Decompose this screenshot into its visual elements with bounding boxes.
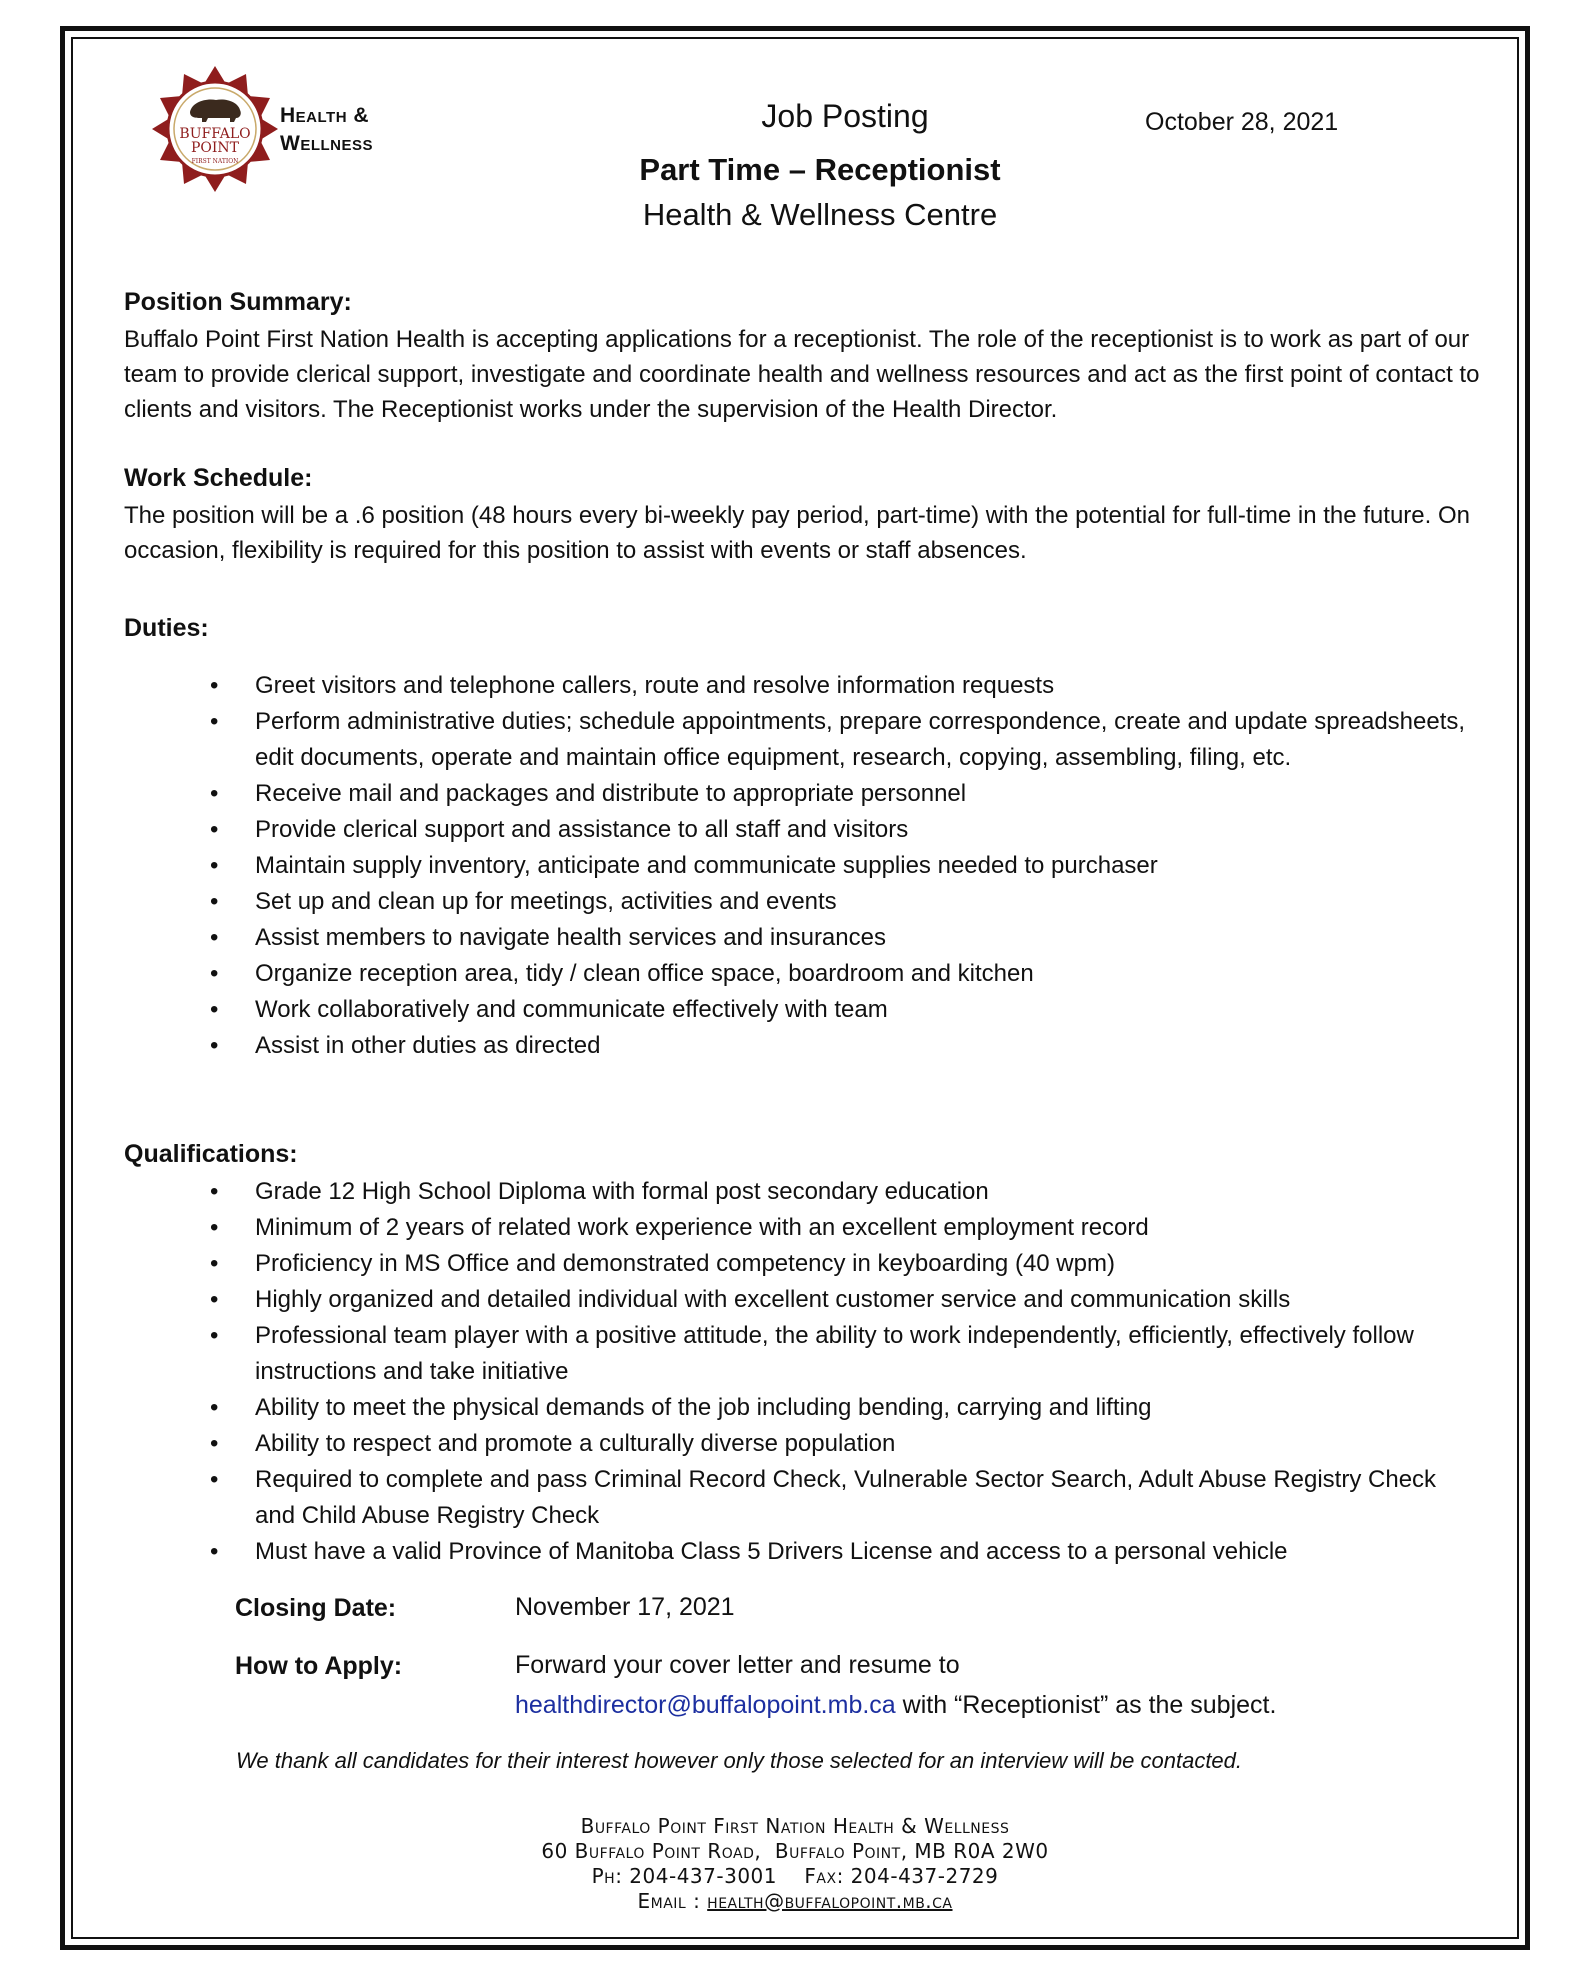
footer-email-line (300, 1889, 1290, 1914)
list-item: • Professional team player with a positive attitude, the ability to work independently, efficiently, effectively follow instructions and take initiative (210, 1318, 1480, 1390)
document-title: Job Posting (761, 98, 929, 134)
logo-emblem-bottom: FIRST NATION (191, 158, 239, 165)
footer-address: 60 Buffalo Point Road, Buffalo Point, MB R0A 2W0 (541, 1839, 1049, 1863)
list-item: • Must have a valid Province of Manitoba Class 5 Drivers License and access to a personal vehicle (210, 1534, 1480, 1570)
list-item: • Proficiency in MS Office and demonstrated competency in keyboarding (40 wpm) (210, 1246, 1480, 1282)
footer-phone: Ph: 204-437-3001 Fax: 204-437-2729 (591, 1864, 999, 1888)
list-item: • Set up and clean up for meetings, activities and events (210, 884, 1480, 920)
how-to-apply-label: How to Apply: (235, 1652, 403, 1680)
list-item: • Highly organized and detailed individual with excellent customer service and communication skills (210, 1282, 1480, 1318)
thank-you-note: We thank all candidates for their interest however only those selected for an interview will be contacted. (236, 1748, 1243, 1773)
health-director-email-link[interactable]: healthdirector@buffalopoint.mb.ca (515, 1691, 896, 1719)
duties-heading: Duties: (124, 614, 209, 642)
list-item: • Receive mail and packages and distribute to appropriate personnel (210, 776, 1480, 812)
list-item: • Provide clerical support and assistance to all staff and visitors (210, 812, 1480, 848)
buffalo-point-logo (150, 64, 280, 194)
department-name: Health & Wellness Centre (642, 197, 998, 232)
list-item: • Required to complete and pass Criminal Record Check, Vulnerable Sector Search, Adult Abuse Registry Check and Child Abuse Registry Check (210, 1462, 1480, 1534)
qualifications-list (210, 1174, 1480, 1570)
posting-date: October 28, 2021 (1145, 108, 1339, 136)
schedule-heading: Work Schedule: (124, 464, 313, 492)
logo-emblem-mid: POINT (190, 140, 240, 156)
footer-email-label: Email : (637, 1889, 708, 1913)
closing-date-label: Closing Date: (235, 1594, 397, 1622)
schedule-text: The position will be a .6 position (48 hours every bi-weekly pay period, part-time) with the potential for full-time in the future. On occasion, flexibility is required for this position to assist with events or staff absences. (124, 502, 1470, 564)
list-item: • Organize reception area, tidy / clean office space, boardroom and kitchen (210, 956, 1480, 992)
duties-list (210, 668, 1480, 1064)
logo-wordmark-line2: Wellness (280, 132, 373, 155)
list-item: • Assist members to navigate health services and insurances (210, 920, 1480, 956)
apply-line2 (515, 1686, 1276, 1724)
list-item: • Ability to respect and promote a culturally diverse population (210, 1426, 1480, 1462)
logo-wordmark-line1: Health & (280, 104, 370, 127)
apply-line2-rest: with “Receptionist” as the subject. (895, 1691, 1277, 1719)
logo-emblem-top: BUFFALO (179, 126, 251, 142)
list-item: • Grade 12 High School Diploma with formal post secondary education (210, 1174, 1480, 1210)
footer-org: Buffalo Point First Nation Health & Wellness (580, 1814, 1010, 1838)
list-item: • Ability to meet the physical demands of the job including bending, carrying and lifting (210, 1390, 1480, 1426)
footer-email-link[interactable]: health@buffalopoint.mb.ca (707, 1889, 953, 1913)
list-item: • Minimum of 2 years of related work experience with an excellent employment record (210, 1210, 1480, 1246)
logo-wordmark (280, 102, 373, 158)
position-title: Part Time – Receptionist (639, 152, 1001, 187)
closing-date-value: November 17, 2021 (515, 1593, 735, 1621)
list-item: • Assist in other duties as directed (210, 1028, 1480, 1064)
list-item: • Perform administrative duties; schedule appointments, prepare correspondence, create and update spreadsheets, edit documents, operate and maintain office equipment, research, copying, assembling, filing, etc. (210, 704, 1480, 776)
summary-heading: Position Summary: (124, 288, 352, 316)
how-to-apply-text (515, 1646, 1276, 1724)
apply-line1: Forward your cover letter and resume to (515, 1651, 960, 1679)
footer-contact (300, 1814, 1290, 1914)
list-item: • Greet visitors and telephone callers, route and resolve information requests (210, 668, 1480, 704)
qualifications-heading: Qualifications: (124, 1140, 298, 1168)
summary-text: Buffalo Point First Nation Health is accepting applications for a receptionist. The role of the receptionist is to work as part of our team to provide clerical support, investigate and coordinate health and wellness resources and act as the first point of contact to clients and visitors. The Receptionist works under the supervision of the Health Director. (124, 326, 1480, 423)
list-item: • Work collaboratively and communicate effectively with team (210, 992, 1480, 1028)
list-item: • Maintain supply inventory, anticipate and communicate supplies needed to purchaser (210, 848, 1480, 884)
